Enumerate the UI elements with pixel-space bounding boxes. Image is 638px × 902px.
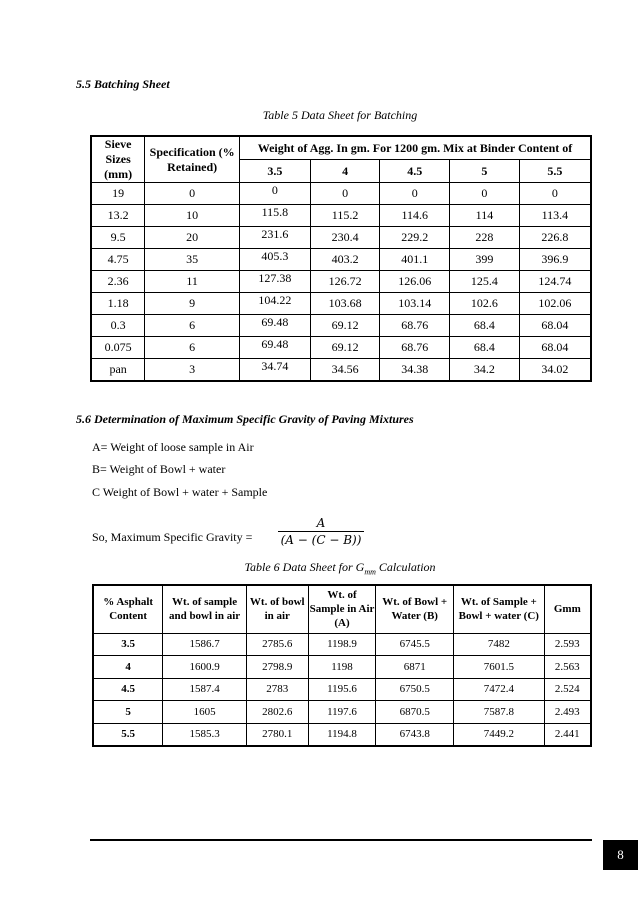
table-cell: 7449.2 [454,723,545,746]
table-row [93,701,591,724]
table-cell: 19 [91,183,145,205]
fraction-denominator: (A − (C − B)) [280,533,362,547]
table-cell: 1586.7 [163,633,247,656]
table-cell: 403.2 [310,249,380,271]
table-row [93,678,591,701]
table-cell: 4.5 [93,678,163,701]
table-cell: 3 [145,359,240,382]
batching-table [90,135,592,382]
table-cell: pan [91,359,145,382]
table-cell: 102.6 [450,293,520,315]
table-cell: 68.4 [450,337,520,359]
table-cell: 1195.6 [308,678,376,701]
table-cell: 230.4 [310,227,380,249]
table-cell: 399 [450,249,520,271]
table-cell: 2.524 [544,678,591,701]
table-cell: 1197.6 [308,701,376,724]
table-header-cell: Wt. of Bowl + Water (B) [376,585,454,633]
table-cell: 0 [380,183,450,205]
header-binder-4.5: 4.5 [380,160,450,183]
page-number: 8 [603,840,638,870]
table-cell: 35 [145,249,240,271]
table-cell: 6870.5 [376,701,454,724]
table-cell: 114 [450,205,520,227]
table-cell: 2798.9 [246,656,308,679]
table-cell: 34.56 [310,359,380,382]
formula-label: So, Maximum Specific Gravity = [92,530,253,544]
table-cell: 126.72 [310,271,380,293]
table-cell: 113.4 [519,205,591,227]
table5-caption: Table 5 Data Sheet for Batching [262,108,418,122]
table-cell: 4 [93,656,163,679]
header-binder-5.5: 5.5 [519,160,591,183]
table-cell: 125.4 [450,271,520,293]
table-cell: 6750.5 [376,678,454,701]
table-cell: 6745.5 [376,633,454,656]
table-cell: 2783 [246,678,308,701]
table-cell: 0 [310,183,380,205]
table-cell: 226.8 [519,227,591,249]
table-cell: 68.04 [519,337,591,359]
table-cell: 69.48 [240,315,311,337]
table-cell: 1600.9 [163,656,247,679]
table-cell: 126.06 [380,271,450,293]
table-cell: 68.4 [450,315,520,337]
table-cell: 2785.6 [246,633,308,656]
table-row [91,227,591,249]
table-cell: 115.2 [310,205,380,227]
table-cell: 11 [145,271,240,293]
table-row [91,183,591,205]
caption-text: Table 6 Data Sheet for G [244,560,365,574]
header-binder-4: 4 [310,160,380,183]
table-cell: 68.04 [519,315,591,337]
table-cell: 0 [240,183,311,205]
table-cell: 34.38 [380,359,450,382]
caption-subscript: mm [364,567,376,577]
table-cell: 0.3 [91,315,145,337]
table-cell: 0 [450,183,520,205]
table-cell: 401.1 [380,249,450,271]
table-cell: 2802.6 [246,701,308,724]
table-cell: 127.38 [240,271,311,293]
table-cell: 228 [450,227,520,249]
fraction-bar [278,531,364,532]
section-heading-batching: 5.5 Batching Sheet [76,77,170,91]
header-weight: Weight of Agg. In gm. For 1200 gm. Mix at Binder Content of [240,136,591,160]
table-cell: 1585.3 [163,723,247,746]
table-cell: 7587.8 [454,701,545,724]
table-cell: 69.48 [240,337,311,359]
table-cell: 1605 [163,701,247,724]
table-cell: 2.441 [544,723,591,746]
table-cell: 6 [145,315,240,337]
table-row [93,633,591,656]
table-cell: 7482 [454,633,545,656]
table-row [91,315,591,337]
table-cell: 2.563 [544,656,591,679]
header-binder-3.5: 3.5 [240,160,311,183]
header-specification: Specification (% Retained) [145,136,240,183]
table-cell: 2.493 [544,701,591,724]
table-row [91,249,591,271]
table-cell: 10 [145,205,240,227]
table-header-cell: Wt. of sample and bowl in air [163,585,247,633]
table-cell: 104.22 [240,293,311,315]
header-sieve-sizes: Sieve Sizes (mm) [91,136,145,183]
table-cell: 1194.8 [308,723,376,746]
table-cell: 9.5 [91,227,145,249]
table-header-cell: Gmm [544,585,591,633]
table-cell: 7601.5 [454,656,545,679]
gmm-table [92,584,592,747]
table-cell: 0.075 [91,337,145,359]
table-row [93,723,591,746]
table-cell: 68.76 [380,315,450,337]
table-cell: 102.06 [519,293,591,315]
table-row [91,337,591,359]
table-cell: 0 [519,183,591,205]
table-cell: 2780.1 [246,723,308,746]
table-cell: 2.593 [544,633,591,656]
table6-caption [210,560,470,576]
table-cell: 1587.4 [163,678,247,701]
table-cell: 124.74 [519,271,591,293]
formula-fraction [278,516,364,547]
table-cell: 13.2 [91,205,145,227]
table-cell: 5.5 [93,723,163,746]
table-header-cell: Wt. of Sample + Bowl + water (C) [454,585,545,633]
table-cell: 9 [145,293,240,315]
table-cell: 229.2 [380,227,450,249]
table-cell: 0 [145,183,240,205]
table-row [91,271,591,293]
caption-text-end: Calculation [375,560,436,574]
table-cell: 68.76 [380,337,450,359]
table-cell: 34.74 [240,359,311,382]
table-row [93,656,591,679]
table-cell: 231.6 [240,227,311,249]
table-cell: 103.14 [380,293,450,315]
table-cell: 4.75 [91,249,145,271]
table-cell: 34.02 [519,359,591,382]
table-row [91,359,591,382]
header-binder-5: 5 [450,160,520,183]
table-cell: 6 [145,337,240,359]
table-row [91,293,591,315]
footer-rule [90,839,592,841]
section-heading-max-sg: 5.6 Determination of Maximum Specific Gravity of Paving Mixtures [76,412,414,426]
table-cell: 396.9 [519,249,591,271]
table-cell: 69.12 [310,337,380,359]
table-cell: 20 [145,227,240,249]
table-cell: 1198.9 [308,633,376,656]
definition-c: C Weight of Bowl + water + Sample [92,485,268,499]
table-header-cell: Wt. of bowl in air [246,585,308,633]
definition-a: A= Weight of loose sample in Air [92,440,254,454]
definition-b: B= Weight of Bowl + water [92,462,226,476]
table-cell: 103.68 [310,293,380,315]
table-cell: 7472.4 [454,678,545,701]
table-cell: 115.8 [240,205,311,227]
table-cell: 1198 [308,656,376,679]
table-cell: 69.12 [310,315,380,337]
table-cell: 405.3 [240,249,311,271]
fraction-numerator: A [316,516,326,530]
table-cell: 3.5 [93,633,163,656]
table-cell: 34.2 [450,359,520,382]
table-row [91,205,591,227]
table-cell: 114.6 [380,205,450,227]
table-cell: 6743.8 [376,723,454,746]
table-cell: 1.18 [91,293,145,315]
table-header-cell: % Asphalt Content [93,585,163,633]
table-header-cell: Wt. of Sample in Air (A) [308,585,376,633]
table-cell: 2.36 [91,271,145,293]
table-cell: 6871 [376,656,454,679]
table-cell: 5 [93,701,163,724]
